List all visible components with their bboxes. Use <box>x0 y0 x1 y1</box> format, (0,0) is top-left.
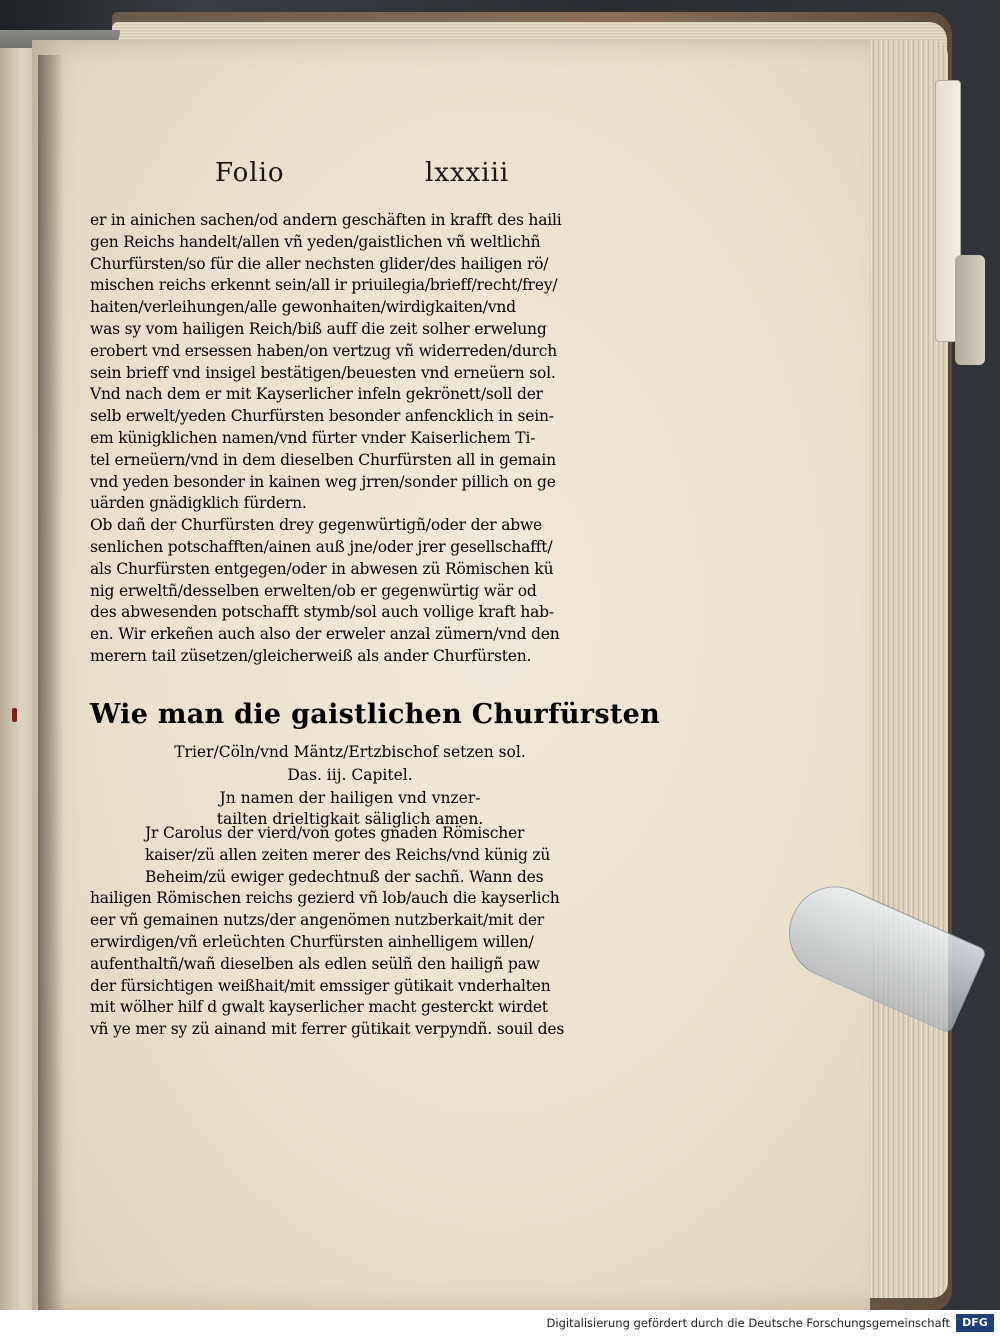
body-text <box>90 210 610 668</box>
text-line: erwirdigen/vñ erleüchten Churfürsten ainhelligem willen/ <box>90 932 534 951</box>
text-line: en. Wir erkeñen auch also der erweler anzal zümern/vnd den <box>90 625 560 644</box>
invocation-line-2: tailten drieltigkait säliglich amen. <box>216 810 484 828</box>
folio-label: Folio <box>215 158 285 188</box>
text-line: mit wölher hilf d gwalt kayserlicher macht gesterckt wirdet <box>90 998 548 1017</box>
folio-header <box>215 158 575 194</box>
footer-credit: Digitalisierung gefördert durch die Deutsche Forschungsgemeinschaft <box>546 1316 950 1330</box>
text-line: vnd yeden besonder in kainen weg jrren/sonder pillich on ge <box>90 472 556 491</box>
text-line: haiten/verleihungen/alle gewonhaiten/wirdigkaiten/vnd <box>90 298 516 317</box>
text-line: gen Reichs handelt/allen vñ yeden/gaistlichen vñ weltlichñ <box>90 232 541 251</box>
text-line: nig erweltñ/desselben erwelten/ob er gegenwürtig wär od <box>90 581 537 600</box>
bookmark-tab <box>955 255 985 365</box>
text-line: Vnd nach dem er mit Kayserlicher infeln gekrönett/soll der <box>90 385 543 404</box>
text-line: Ob dañ der Churfürsten drey gegenwürtigñ/oder der abwe <box>90 516 543 535</box>
text-line: hailigen Römischen reichs gezierd vñ lob/auch die kayserlich <box>90 889 560 908</box>
text-line: merern tail züsetzen/gleicherweiß als ander Churfürsten. <box>90 646 532 665</box>
text-line: des abwesenden potschafft stymb/sol auch vollige kraft hab- <box>90 603 554 622</box>
text-line: was sy vom hailigen Reich/biß auff die zeit solher erwelung <box>90 319 547 338</box>
text-line: eer vñ gemainen nutzs/der angenömen nutzberkait/mit der <box>90 911 545 930</box>
chapter-body-text <box>90 823 610 1041</box>
chapter-subheading: Trier/Cöln/vnd Mäntz/Ertzbischof setzen sol. <box>174 743 526 761</box>
spine-shadow <box>38 55 64 1310</box>
chapter-number: Das. iij. Capitel. <box>287 766 413 784</box>
text-line: sein brieff vnd insigel bestätigen/beuesten vnd erneüern sol. <box>90 363 556 382</box>
text-line: erobert vnd ersessen haben/on vertzug vñ widerreden/durch <box>90 341 558 360</box>
text-line: der fürsichtigen weißhait/mit emssiger gütikait vnderhalten <box>90 976 551 995</box>
text-line: mischen reichs erkennt sein/all ir priuilegia/brieff/recht/frey/ <box>90 276 558 295</box>
text-line: tel erneüern/vnd in dem dieselben Churfürsten all in gemain <box>90 450 556 469</box>
text-line: kaiser/zü allen zeiten merer des Reichs/vnd künig zü <box>145 845 551 864</box>
text-line: em künigklichen namen/vnd fürter vnder Kaiserlichem Ti- <box>90 428 536 447</box>
footer-bar <box>0 1310 1000 1336</box>
red-margin-mark <box>12 708 17 722</box>
chapter-heading: Wie man die gaistlichen Churfürsten <box>90 699 661 730</box>
text-line: aufenthaltñ/wañ dieselben als edlen seülñ den hailigñ paw <box>90 954 540 973</box>
text-line: als Churfürsten entgegen/oder in abwesen zü Römischen kü <box>90 559 554 578</box>
folio-number: lxxxiii <box>425 158 510 188</box>
dfg-logo: DFG <box>956 1314 994 1332</box>
text-line: uärden gnädigklich fürdern. <box>90 494 307 513</box>
text-line: er in ainichen sachen/od andern geschäften in krafft des haili <box>90 211 562 229</box>
text-line: Churfürsten/so für die aller nechsten glider/des hailigen rö/ <box>90 254 549 273</box>
text-line: Jr Carolus der vierd/von gotes gnaden Römischer <box>145 824 525 842</box>
text-line: senlichen potschafften/ainen auß jne/oder jrer gesellschafft/ <box>90 537 553 556</box>
text-line: vñ ye mer sy zü ainand mit ferrer gütikait verpyndñ. souil des <box>90 1020 565 1039</box>
text-line: Beheim/zü ewiger gedechtnuß der sachñ. Wann des <box>145 867 544 886</box>
invocation-line-1: Jn namen der hailigen vnd vnzer- <box>219 789 481 807</box>
text-line: selb erwelt/yeden Churfürsten besonder anfencklich in sein- <box>90 407 554 426</box>
